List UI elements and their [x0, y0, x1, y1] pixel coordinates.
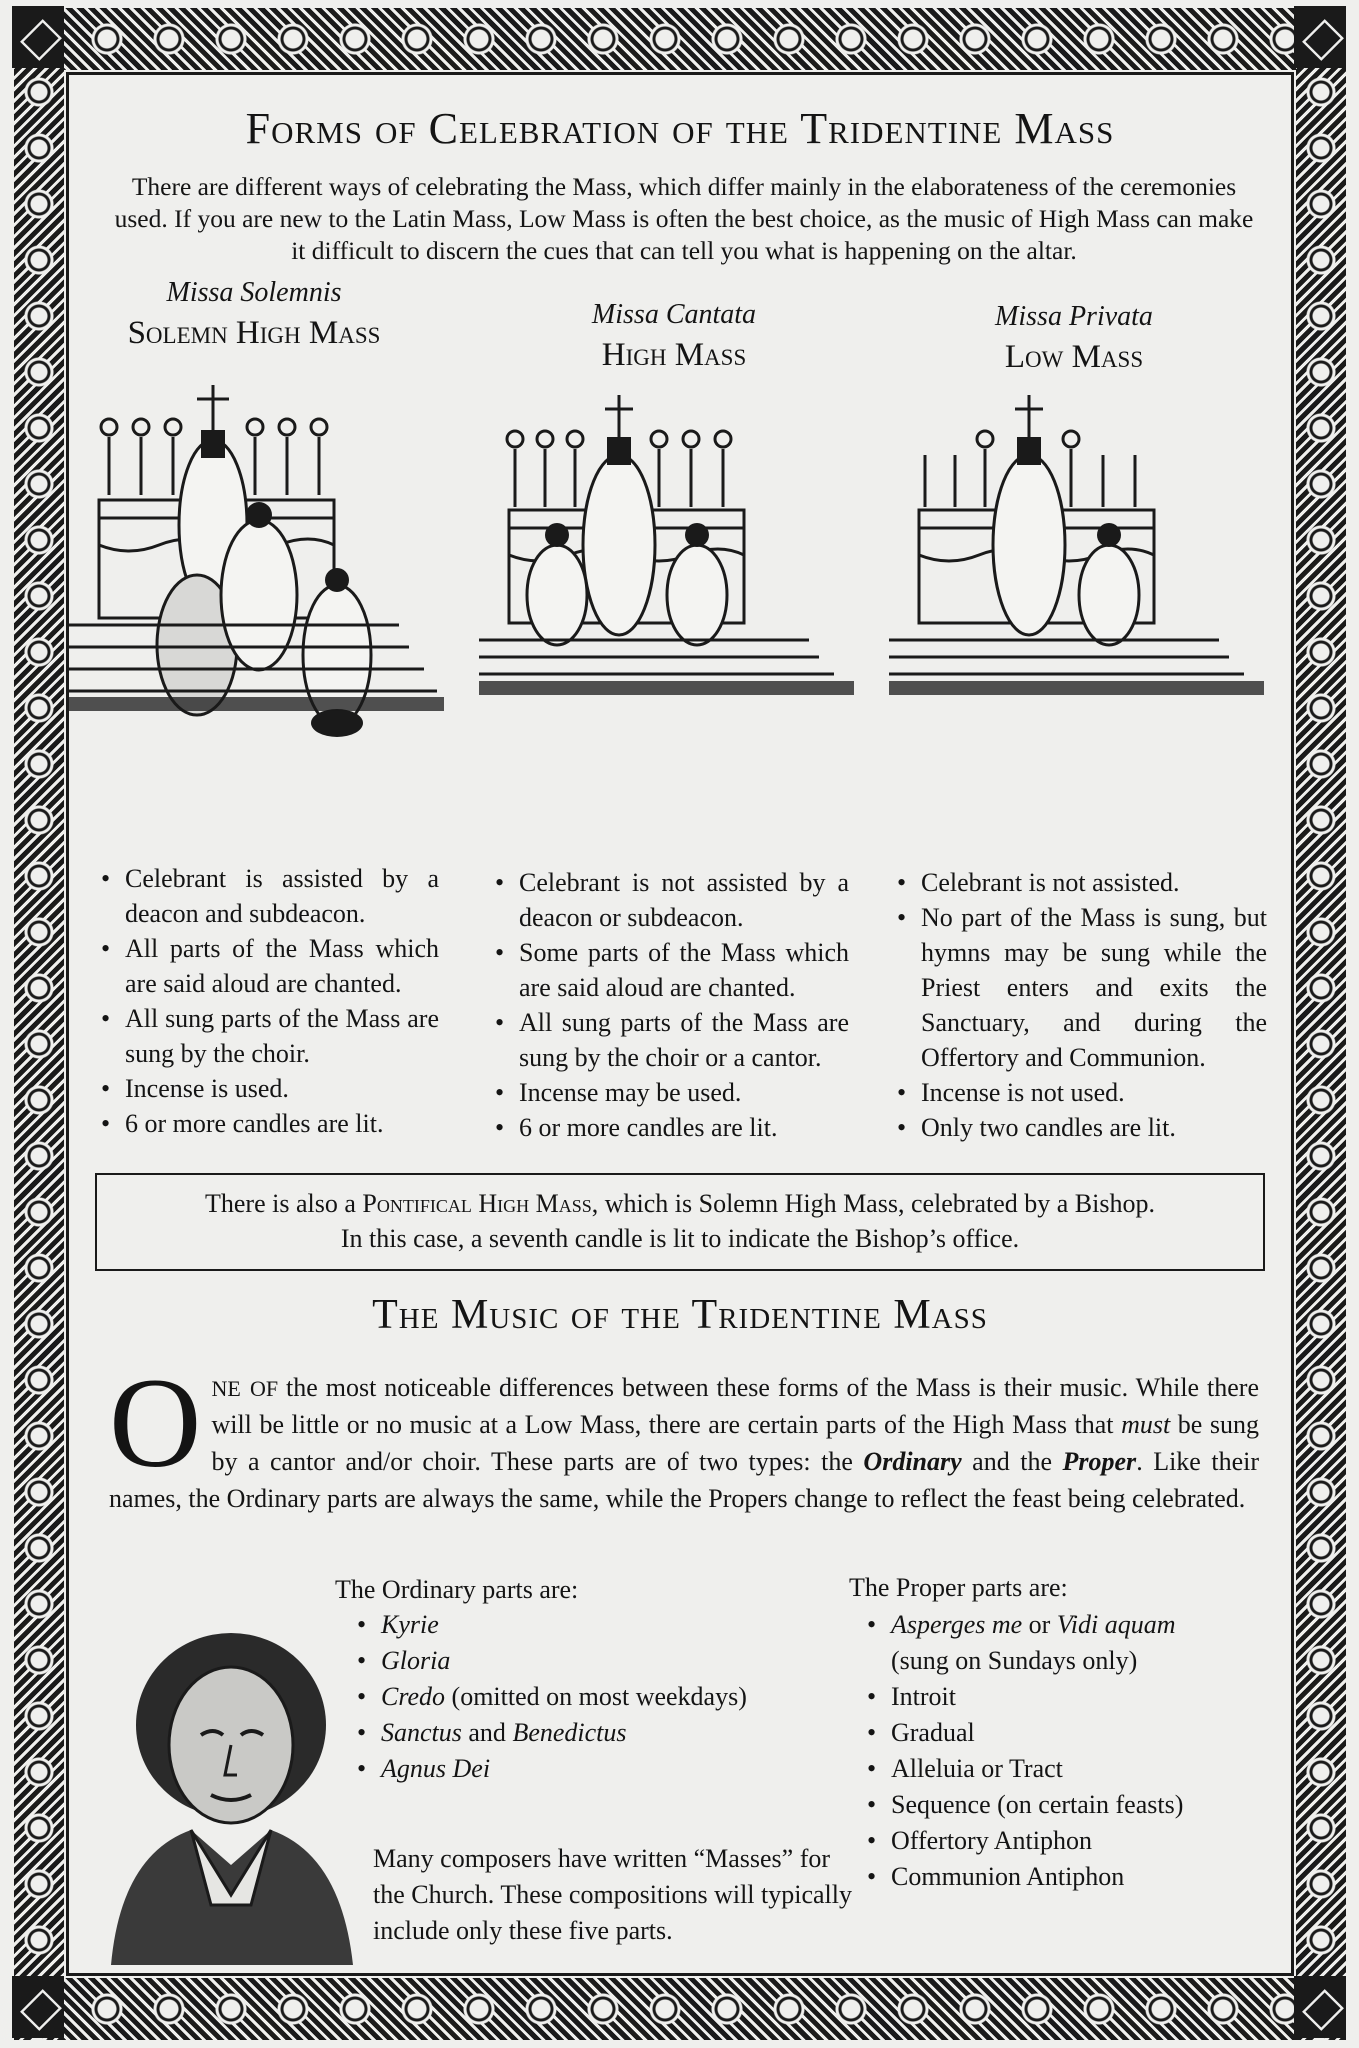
content-panel [66, 72, 1294, 1976]
ordinary-heading: The Ordinary parts are: [335, 1575, 579, 1604]
solemn-high-mass-illustration [69, 375, 469, 835]
candle-icon [101, 419, 117, 495]
list-item: • Incense is used. [99, 1071, 439, 1106]
list-item: • Asperges me or Vidi aquam (sung on Sundays only) [865, 1607, 1265, 1679]
proper-term: Proper [1062, 1447, 1137, 1476]
low-mass-heading [909, 299, 1239, 379]
latin-name: Missa Privata [995, 301, 1153, 332]
candle-icon [279, 419, 295, 495]
composers-note: Many composers have written “Masses” for the Church. These compositions will typically include only these five parts. [373, 1844, 853, 1945]
list-item: • Alleluia or Tract [865, 1751, 1265, 1787]
candle-icon [165, 419, 181, 495]
candle-icon [651, 431, 667, 507]
pontifical-mass-note [95, 1173, 1265, 1271]
corner-ornament-icon [12, 1976, 64, 2038]
list-item: • All sung parts of the Mass are sung by the choir or a cantor. [493, 1005, 849, 1075]
list-item: • Sequence (on certain feasts) [865, 1787, 1265, 1823]
list-item: • Credo (omitted on most weekdays) [355, 1679, 855, 1715]
list-item: • All sung parts of the Mass are sung by the choir. [99, 1001, 439, 1071]
corner-ornament-icon [1294, 1976, 1346, 2038]
candle-icon [715, 431, 731, 507]
music-section-title: The Music of the Tridentine Mass [372, 1292, 988, 1338]
list-item: • Introit [865, 1679, 1265, 1715]
list-item: • 6 or more candles are lit. [493, 1110, 849, 1145]
proper-parts-list [865, 1607, 1265, 1895]
list-item: • Agnus Dei [355, 1751, 855, 1787]
bottom-ornamental-border [14, 1978, 1344, 2040]
candle-icon [1063, 431, 1079, 507]
candle-icon [537, 431, 553, 507]
candle-icon [311, 419, 327, 495]
list-item: • Gloria [355, 1643, 855, 1679]
note-line-1: There is also a Pontifical High Mass, which is Solemn High Mass, celebrated by a Bishop. [204, 1189, 1155, 1218]
list-item: • Offertory Antiphon [865, 1823, 1265, 1859]
low-mass-illustration [889, 395, 1289, 815]
pontifical-term: Pontifical High Mass [362, 1189, 592, 1218]
candle-icon [133, 419, 149, 495]
candle-icon [683, 431, 699, 507]
english-name: Solemn High Mass [127, 315, 381, 351]
list-item: • Sanctus and Benedictus [355, 1715, 855, 1751]
list-item: • 6 or more candles are lit. [99, 1106, 439, 1141]
list-item: • Kyrie [355, 1607, 855, 1643]
right-ornamental-border [1296, 8, 1346, 2040]
list-item: • Celebrant is not assisted. [895, 865, 1267, 900]
proper-heading: The Proper parts are: [849, 1573, 1068, 1602]
high-mass-points [493, 865, 849, 1145]
left-ornamental-border [14, 8, 64, 2040]
list-item: • Celebrant is assisted by a deacon and subdeacon. [99, 861, 439, 931]
latin-name: Missa Cantata [591, 299, 757, 330]
candle-icon [567, 431, 583, 507]
composer-portrait [91, 1605, 365, 1965]
ordinary-term: Ordinary [863, 1447, 962, 1476]
candle-icon [977, 431, 993, 507]
ordinary-parts-list [355, 1607, 855, 1787]
list-item: • No part of the Mass is sung, but hymns may be sung while the Priest enters and exits the Sanctuary, and during the Offertory and Communion. [895, 900, 1267, 1075]
list-item: • Communion Antiphon [865, 1859, 1265, 1895]
drop-cap: O [109, 1352, 202, 1494]
candle-icon [507, 431, 523, 507]
english-name: Low Mass [1004, 339, 1144, 375]
page-title: Forms of Celebration of the Tridentine Mass [245, 104, 1115, 153]
list-item: • Only two candles are lit. [895, 1110, 1267, 1145]
intro-paragraph: There are different ways of celebrating the Mass, which differ mainly in the elaborateness of the ceremonies used. If you are new to the Latin Mass, Low Mass is often the best choice, as the music of High Mass can make it difficult to discern the cues that can tell you what is happening on the altar. [114, 172, 1254, 265]
list-item: • Celebrant is not assisted by a deacon or subdeacon. [493, 865, 849, 935]
list-item: • Gradual [865, 1715, 1265, 1751]
note-line-2: In this case, a seventh candle is lit to indicate the Bishop’s office. [340, 1224, 1020, 1253]
music-paragraph: One of the most noticeable differences between these forms of the Mass is their music. While there will be little or no music at a Low Mass, there are certain parts of the High Mass that must be sung by a cantor and/or choir. These parts are of two types: the Ordinary and the Proper. Like their names, the Ordinary parts are always the same, while the Propers change to reflect the feast being celebrated. [109, 1352, 1260, 1513]
english-name: High Mass [601, 337, 747, 373]
high-mass-heading [509, 297, 839, 377]
list-item: • All parts of the Mass which are said aloud are chanted. [99, 931, 439, 1001]
solemn-high-mass-heading [89, 275, 419, 355]
list-item: • Incense may be used. [493, 1075, 849, 1110]
candle-icon [247, 419, 263, 495]
list-item: • Incense is not used. [895, 1075, 1267, 1110]
top-ornamental-border [14, 8, 1344, 70]
corner-ornament-icon [1294, 6, 1346, 68]
latin-name: Missa Solemnis [166, 277, 342, 308]
corner-ornament-icon [12, 6, 64, 68]
low-mass-points [895, 865, 1267, 1145]
solemn-high-mass-points [99, 861, 439, 1141]
high-mass-illustration [479, 395, 879, 815]
list-item: • Some parts of the Mass which are said aloud are chanted. [493, 935, 849, 1005]
